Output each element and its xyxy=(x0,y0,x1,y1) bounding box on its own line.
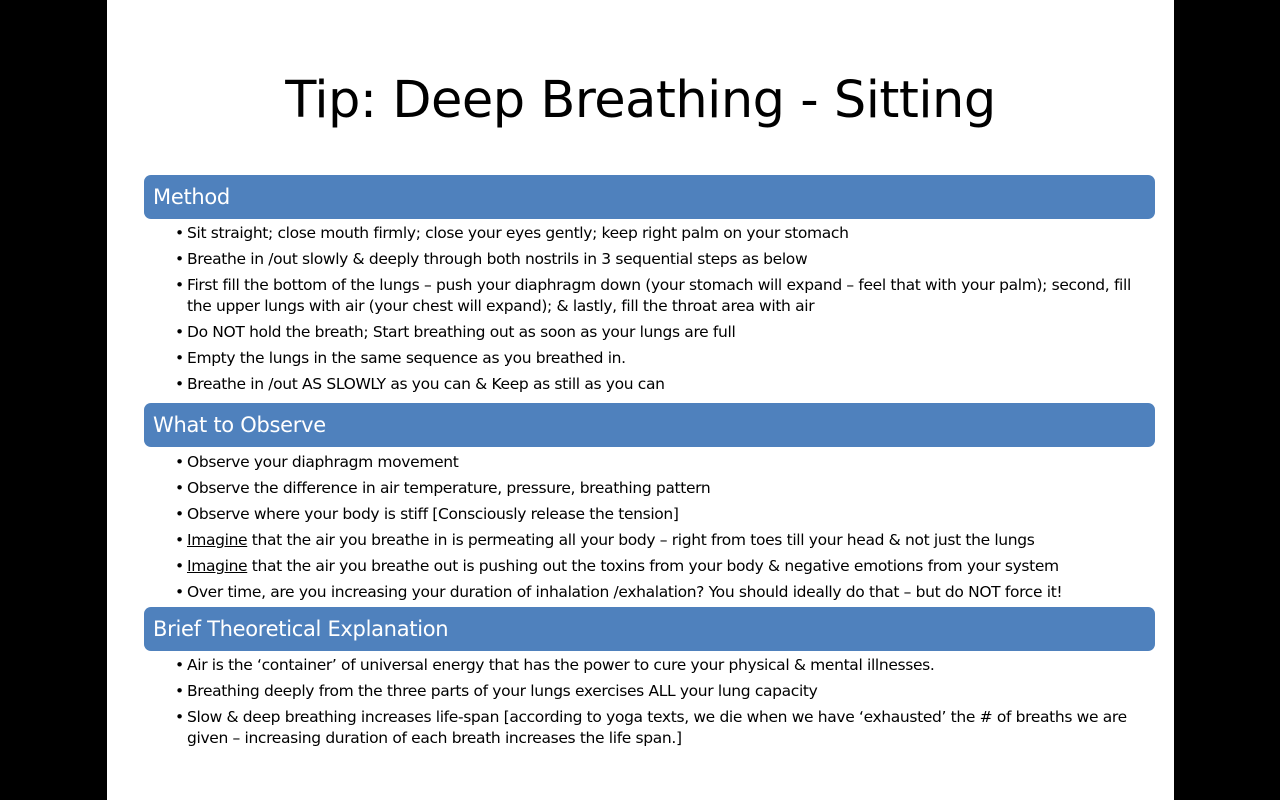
bullet-text: that the air you breathe in is permeating all your body – right from toes till your head & not just the lungs xyxy=(247,531,1035,549)
bullet-text: Air is the ‘container’ of universal energy that has the power to cure your physical & mental illnesses. xyxy=(187,656,935,674)
bullet-dot-icon: • xyxy=(175,453,184,471)
section-header-what-to-observe: What to Observe xyxy=(144,403,1155,447)
bullet-dot-icon: • xyxy=(175,656,184,674)
emphasis-word: Imagine xyxy=(187,557,248,575)
list-item xyxy=(175,223,1155,244)
section-header-brief-theoretical-explanation: Brief Theoretical Explanation xyxy=(144,607,1155,651)
bullet-text: Observe the difference in air temperature, pressure, breathing pattern xyxy=(187,479,711,497)
bullet-text: Over time, are you increasing your duration of inhalation /exhalation? You should ideally do that – but do NOT force it! xyxy=(187,583,1063,601)
list-item xyxy=(175,275,1155,317)
bullet-dot-icon: • xyxy=(175,557,184,575)
bullet-dot-icon: • xyxy=(175,250,184,268)
list-item xyxy=(175,582,1155,603)
bullet-text: First fill the bottom of the lungs – push your diaphragm down (your stomach will expand – feel that with your palm); second, fill the upper lungs with air (your chest will expand); & lastly, fill the throat area with air xyxy=(187,276,1131,315)
bullet-text: Breathing deeply from the three parts of your lungs exercises ALL your lung capacity xyxy=(187,682,818,700)
bullet-text: Slow & deep breathing increases life-span [according to yoga texts, we die when we have ‘exhausted’ the # of breaths we are given – increasing duration of each breath increases the life span.] xyxy=(187,708,1127,747)
bullet-text: Do NOT hold the breath; Start breathing out as soon as your lungs are full xyxy=(187,323,736,341)
bullet-text: Breathe in /out AS SLOWLY as you can & Keep as still as you can xyxy=(187,375,665,393)
theory-bullet-list xyxy=(175,655,1155,754)
list-item xyxy=(175,348,1155,369)
list-item xyxy=(175,655,1155,676)
list-item xyxy=(175,556,1155,577)
method-bullet-list xyxy=(175,223,1155,400)
bullet-text: Observe your diaphragm movement xyxy=(187,453,459,471)
bullet-text: Observe where your body is stiff [Consciously release the tension] xyxy=(187,505,679,523)
emphasis-word: Imagine xyxy=(187,531,248,549)
slide-title: Tip: Deep Breathing - Sitting xyxy=(285,71,996,130)
list-item xyxy=(175,530,1155,551)
bullet-text: Breathe in /out slowly & deeply through both nostrils in 3 sequential steps as below xyxy=(187,250,808,268)
bullet-dot-icon: • xyxy=(175,479,184,497)
list-item xyxy=(175,374,1155,395)
bullet-text: Sit straight; close mouth firmly; close your eyes gently; keep right palm on your stomach xyxy=(187,224,849,242)
section-header-method: Method xyxy=(144,175,1155,219)
bullet-dot-icon: • xyxy=(175,323,184,341)
bullet-dot-icon: • xyxy=(175,583,184,601)
list-item xyxy=(175,681,1155,702)
bullet-dot-icon: • xyxy=(175,224,184,242)
bullet-dot-icon: • xyxy=(175,708,184,726)
list-item xyxy=(175,707,1155,749)
bullet-text: that the air you breathe out is pushing out the toxins from your body & negative emotions from your system xyxy=(247,557,1059,575)
list-item xyxy=(175,249,1155,270)
bullet-dot-icon: • xyxy=(175,682,184,700)
bullet-dot-icon: • xyxy=(175,505,184,523)
observe-bullet-list xyxy=(175,452,1155,608)
bullet-dot-icon: • xyxy=(175,531,184,549)
list-item xyxy=(175,322,1155,343)
bullet-dot-icon: • xyxy=(175,276,184,294)
bullet-dot-icon: • xyxy=(175,349,184,367)
bullet-dot-icon: • xyxy=(175,375,184,393)
bullet-text: Empty the lungs in the same sequence as you breathed in. xyxy=(187,349,626,367)
list-item xyxy=(175,504,1155,525)
list-item xyxy=(175,452,1155,473)
list-item xyxy=(175,478,1155,499)
slide xyxy=(107,0,1174,800)
